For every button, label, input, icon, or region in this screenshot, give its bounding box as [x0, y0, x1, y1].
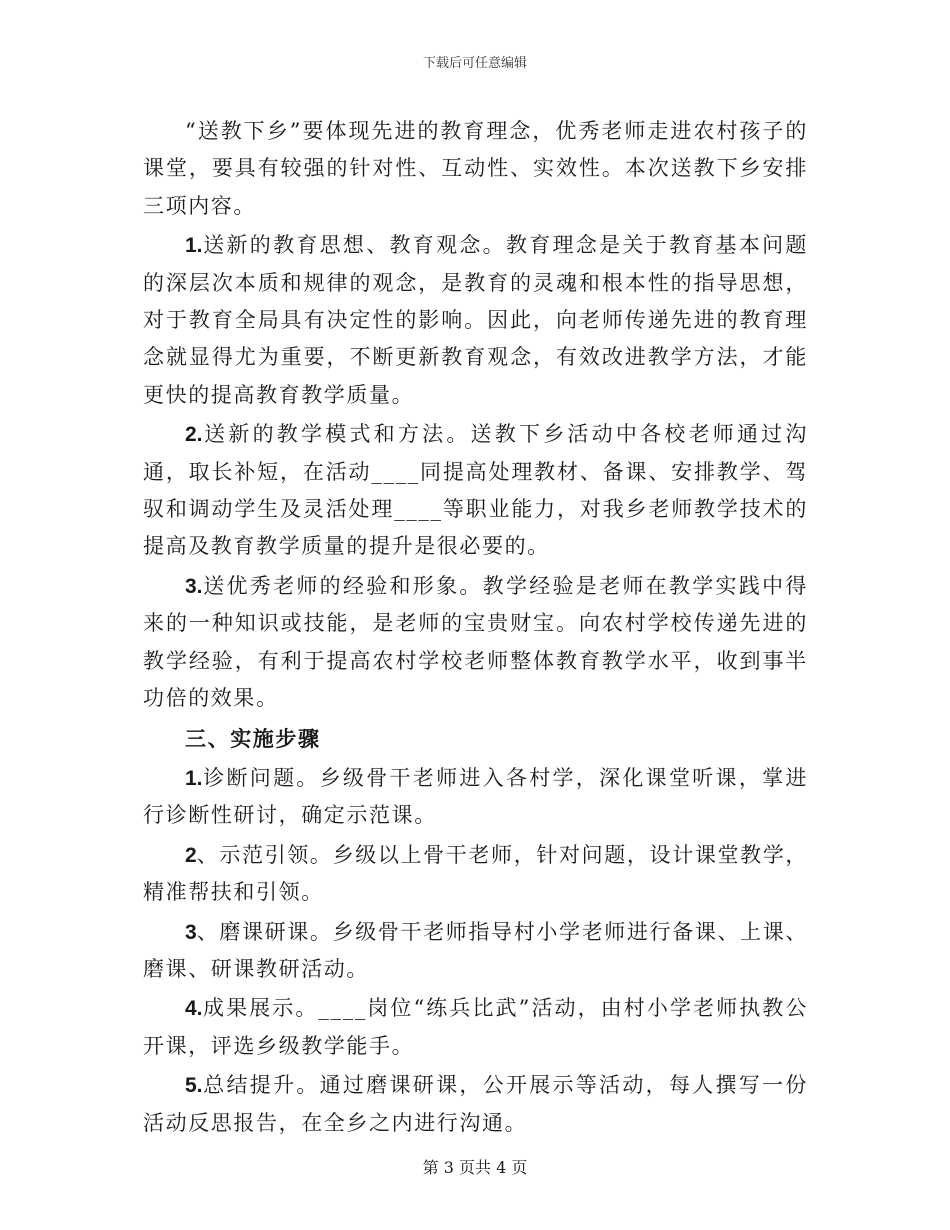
paragraph-number: 3: [185, 920, 197, 944]
page-header: 下载后可任意编辑: [422, 56, 527, 71]
paragraph-number: 4.: [185, 997, 203, 1021]
paragraph-text: 送优秀老师的经验和形象。教学经验是老师在教学实践中得来的一种知识或技能，是老师的宝贵财宝。向农村学校传递先进的教学经验，有利于提高农村学校老师整体教育教学水平，收到事半功倍的效果。: [143, 573, 808, 711]
step-item-2: [143, 837, 808, 912]
paragraph-text: 、磨课研课。乡级骨干老师指导村小学老师进行备课、上课、磨课、研课教研活动。: [143, 919, 808, 981]
paragraph-number: 5.: [185, 1074, 203, 1098]
paragraph-number: 1.: [185, 766, 203, 790]
heading-text: 三、实施步骤: [185, 725, 321, 751]
intro-paragraph: [143, 113, 808, 225]
paragraph-number: 1.: [185, 234, 203, 258]
step-item-1: [143, 760, 808, 835]
step-item-3: [143, 914, 808, 989]
section-heading: [143, 720, 808, 758]
step-item-4: [143, 990, 808, 1065]
paragraph-number: 2: [185, 843, 197, 867]
content-item-1: [143, 227, 808, 414]
paragraph-text: 送新的教育思想、教育观念。教育理念是关于教育基本问题的深层次本质和规律的观念，是教育的灵魂和根本性的指导思想，对于教育全局具有决定性的影响。因此，向老师传递先进的教育理念就显得尤为重要，不断更新教育观念，有效改进教学方法，才能更快的提高教育教学质量。: [143, 233, 808, 407]
paragraph-number: 3.: [185, 574, 203, 598]
paragraph-number: 2.: [185, 423, 203, 447]
paragraph-text: 、示范引领。乡级以上骨干老师，针对问题，设计课堂教学，精准帮扶和引领。: [143, 842, 808, 905]
document-body: [143, 113, 808, 1144]
page-footer: 第 3 页共 4 页: [422, 1158, 528, 1177]
paragraph-text: “送教下乡”要体现先进的教育理念，优秀老师走进农村孩子的课堂，要具有较强的针对性、互动性、实效性。本次送教下乡安排三项内容。: [143, 119, 808, 218]
paragraph-text: 送新的教学模式和方法。送教下乡活动中各校老师通过沟通，取长补短，在活动____同提高处理教材、备课、安排教学、驾驭和调动学生及灵活处理____等职业能力，对我乡老师教学技术的提高及教育教学质量的提升是很必要的。: [143, 422, 808, 559]
content-item-3: [143, 568, 808, 718]
step-item-5: [143, 1067, 808, 1142]
paragraph-text: 总结提升。通过磨课研课，公开展示等活动，每人撰写一份活动反思报告，在全乡之内进行沟通。: [143, 1073, 808, 1135]
paragraph-text: 成果展示。____岗位“练兵比武”活动，由村小学老师执教公开课，评选乡级教学能手。: [143, 996, 808, 1058]
paragraph-text: 诊断问题。乡级骨干老师进入各村学，深化课堂听课，掌进行诊断性研讨，确定示范课。: [143, 765, 808, 828]
content-item-2: [143, 416, 808, 566]
